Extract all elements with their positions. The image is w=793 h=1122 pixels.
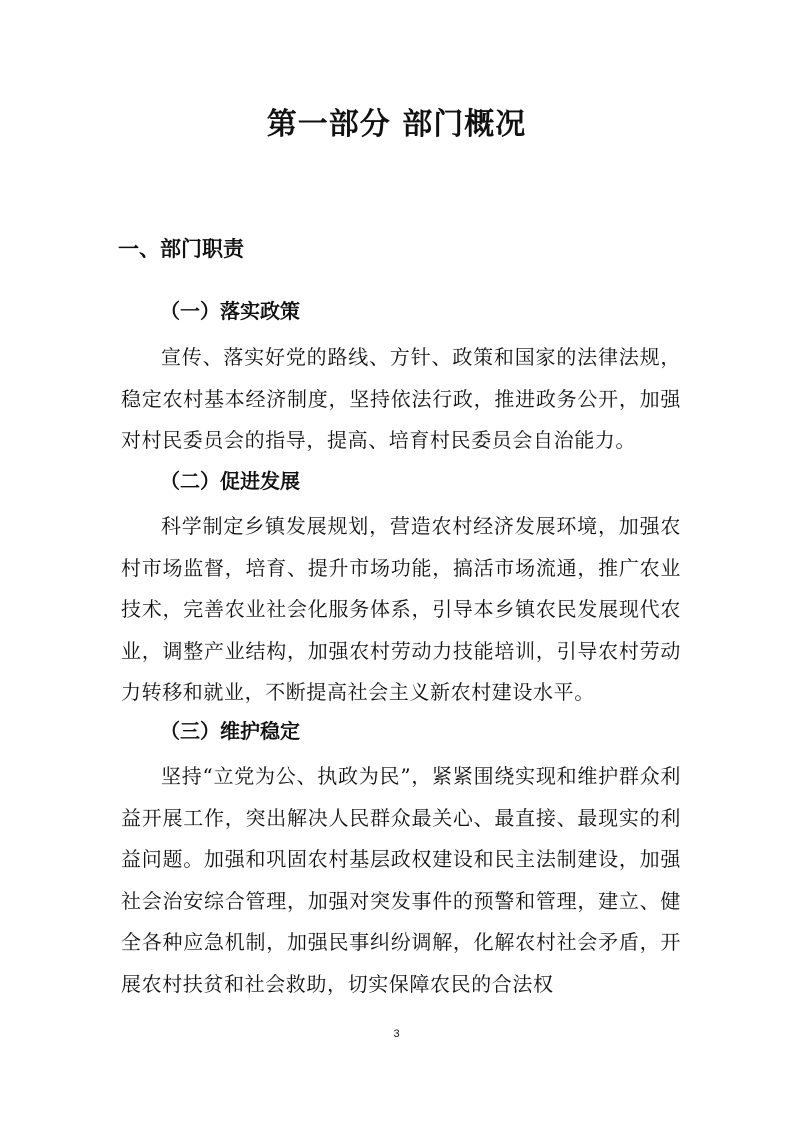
- paragraph-policy: 宣传、落实好党的路线、方针、政策和国家的法律法规，稳定农村基本经济制度，坚持依法行政，推进政务公开，加强对村民委员会的指导，提高、培育村民委员会自治能力。: [121, 345, 681, 452]
- paragraph-stability: 坚持“立党为公、执政为民”，紧紧围绕实现和维护群众利益开展工作，突出解决人民群众最关心、最直接、最现实的利益问题。加强和巩固农村基层政权建设和民主法制建设，加强社会治安综合管理，加强对突发事件的预警和管理，建立、健全各种应急机制，加强民事纠纷调解，化解农村社会矛盾，开展农村扶贫和社会救助，切实保障农民的合法权: [121, 764, 681, 996]
- section-heading-duties: 一、部门职责: [118, 237, 244, 261]
- subsection-heading-stability: （三）维护稳定: [160, 719, 300, 743]
- subsection-heading-policy: （一）落实政策: [160, 299, 300, 323]
- paragraph-development: 科学制定乡镇发展规划，营造农村经济发展环境，加强农村市场监督，培育、提升市场功能，搞活市场流通，推广农业技术，完善农业社会化服务体系，引导本乡镇农民发展现代农业，调整产业结构，加强农村劳动力技能培训，引导农村劳动力转移和就业，不断提高社会主义新农村建设水平。: [121, 514, 681, 704]
- page-title: 第一部分 部门概况: [266, 107, 527, 142]
- page-number: 3: [393, 1028, 400, 1040]
- subsection-heading-development: （二）促进发展: [160, 469, 300, 493]
